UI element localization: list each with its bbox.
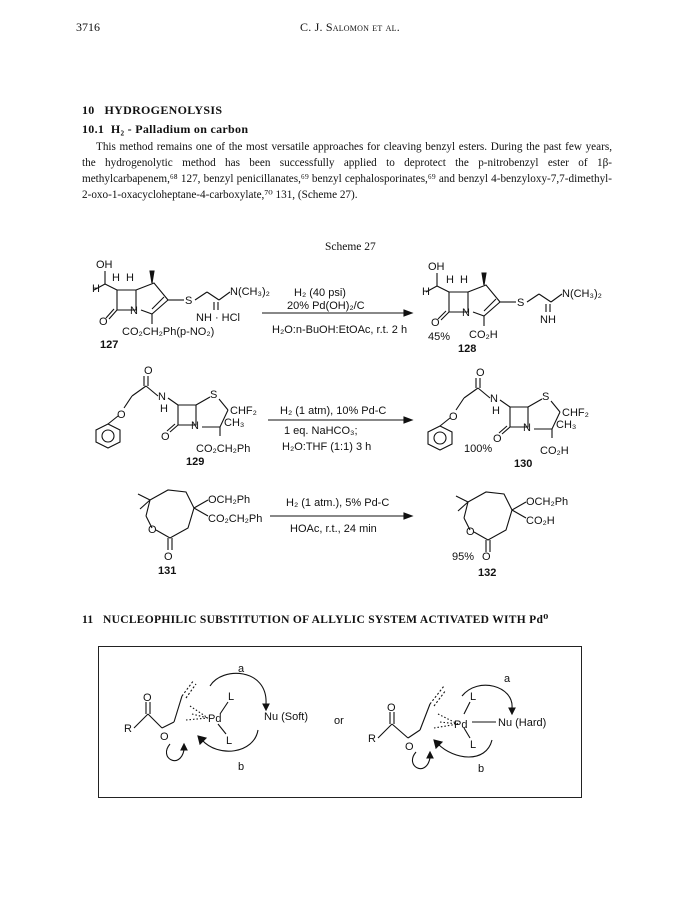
left-palladium: Pd bbox=[208, 713, 222, 725]
svg-text:O: O bbox=[99, 316, 108, 328]
svg-text:O: O bbox=[476, 367, 485, 379]
svg-text:OH: OH bbox=[428, 261, 445, 273]
left-arrow-label-a: a bbox=[238, 663, 245, 675]
compound-129-ch3: CH₃ bbox=[224, 417, 245, 429]
left-ligand-top: L bbox=[228, 691, 235, 703]
left-mechanism-structure bbox=[134, 673, 269, 760]
compound-127-label: 127 bbox=[100, 339, 119, 351]
svg-text:H: H bbox=[160, 403, 168, 415]
section-heading-10 bbox=[82, 103, 222, 118]
svg-text:H: H bbox=[446, 274, 454, 286]
svg-text:N: N bbox=[191, 420, 199, 432]
reaction2-condition-3: H₂O:THF (1:1) 3 h bbox=[282, 441, 372, 453]
page-number: 3716 bbox=[76, 20, 100, 34]
reaction1-condition-3: H₂O:n-BuOH:EtOAc, r.t. 2 h bbox=[272, 324, 408, 336]
svg-text:O: O bbox=[148, 524, 157, 536]
compound-130-label: 130 bbox=[514, 458, 533, 470]
svg-text:O: O bbox=[161, 431, 170, 443]
compound-129-ester: CO₂CH₂Ph bbox=[196, 443, 251, 455]
svg-text:N: N bbox=[158, 391, 166, 403]
svg-text:N: N bbox=[462, 307, 470, 319]
left-r-group: R bbox=[124, 723, 132, 735]
svg-text:O: O bbox=[117, 409, 126, 421]
reaction1-yield: 45% bbox=[428, 331, 451, 343]
svg-text:S: S bbox=[542, 391, 550, 403]
compound-128-label: 128 bbox=[458, 343, 477, 355]
right-ester-oxygen: O bbox=[405, 741, 414, 753]
svg-text:H: H bbox=[422, 286, 430, 298]
svg-text:N: N bbox=[130, 305, 138, 317]
compound-129-chf2: CHF₂ bbox=[230, 405, 257, 417]
left-ligand-bottom: L bbox=[226, 735, 233, 747]
subsection-number: 10.1 bbox=[82, 122, 105, 136]
right-mechanism-structure bbox=[378, 685, 515, 768]
right-ligand-bottom: L bbox=[470, 739, 477, 751]
compound-131-och2ph: OCH₂Ph bbox=[208, 494, 251, 506]
reaction2-condition-1: H₂ (1 atm), 10% Pd-C bbox=[280, 405, 387, 417]
compound-128-nh: NH bbox=[540, 314, 556, 326]
reaction3-condition-2: HOAc, r.t., 24 min bbox=[290, 523, 377, 535]
svg-text:O: O bbox=[466, 526, 475, 538]
reaction1-condition-2: 20% Pd(OH)₂/C bbox=[287, 300, 365, 312]
svg-text:O: O bbox=[144, 365, 153, 377]
left-arrow-label-b: b bbox=[238, 761, 245, 773]
left-carbonyl-oxygen: O bbox=[143, 692, 152, 704]
svg-text:O: O bbox=[493, 433, 502, 445]
reaction1-condition-1: H₂ (40 psi) bbox=[294, 287, 346, 299]
compound-129-label: 129 bbox=[186, 456, 205, 468]
subsection-title: H₂ - Palladium on carbon bbox=[110, 122, 249, 136]
compound-132-och2ph: OCH₂Ph bbox=[526, 496, 569, 508]
right-carbonyl-oxygen: O bbox=[387, 702, 396, 714]
svg-text:S: S bbox=[517, 297, 525, 309]
section-number: 10 bbox=[82, 103, 95, 117]
left-nucleophile: Nu (Soft) bbox=[264, 711, 309, 723]
right-palladium: Pd bbox=[454, 719, 468, 731]
paragraph-text: This method remains one of the most versatile approaches for cleaving benzyl esters. During the past few years, the hydrogenolytic method has been successfully applied to deprotect the p-nitrobenzyl ester of 1β-methylcarbapenem,⁶⁸ 127, benzyl penicillanates,⁶⁹ benzyl cephalosporinates,⁶⁹ and benzyl 4-benzyloxy-7,7-dimethyl-2-oxo-1-oxacycloheptane-4-carboxylate,⁷⁰ 131, (Scheme 27). bbox=[82, 141, 612, 201]
subsection-heading-10-1 bbox=[82, 122, 248, 137]
svg-text:H: H bbox=[92, 283, 100, 295]
compound-127-amine: N(CH₃)₂ bbox=[230, 286, 270, 298]
right-ligand-top: L bbox=[470, 691, 477, 703]
compound-132-acid: CO₂H bbox=[526, 515, 555, 527]
compound-130-structure bbox=[428, 367, 560, 450]
body-paragraph bbox=[82, 139, 612, 203]
compound-131-ester: CO₂CH₂Ph bbox=[208, 513, 263, 525]
right-arrow-label-b: b bbox=[478, 763, 485, 775]
compound-127-salt: NH · HCl bbox=[196, 312, 240, 324]
compound-128-amine: N(CH₃)₂ bbox=[562, 288, 602, 300]
left-ester-oxygen: O bbox=[160, 731, 169, 743]
svg-text:O: O bbox=[164, 551, 173, 563]
svg-text:S: S bbox=[210, 389, 218, 401]
running-head: C. J. Salomon et al. bbox=[300, 20, 400, 34]
compound-129-structure bbox=[96, 365, 228, 448]
section-title: NUCLEOPHILIC SUBSTITUTION OF ALLYLIC SYSTEM ACTIVATED WITH Pd⁰ bbox=[103, 614, 549, 626]
scheme-27-drawing bbox=[0, 250, 688, 590]
mechanism-drawing bbox=[98, 646, 582, 798]
right-r-group: R bbox=[368, 733, 376, 745]
right-arrow-label-a: a bbox=[504, 673, 511, 685]
reaction2-condition-2: 1 eq. NaHCO₃; bbox=[284, 425, 358, 437]
section-title: HYDROGENOLYSIS bbox=[104, 103, 223, 117]
compound-132-label: 132 bbox=[478, 567, 497, 579]
svg-text:H: H bbox=[112, 272, 120, 284]
svg-text:N: N bbox=[523, 422, 531, 434]
svg-text:O: O bbox=[449, 411, 458, 423]
svg-text:H: H bbox=[460, 274, 468, 286]
svg-text:O: O bbox=[482, 551, 491, 563]
svg-text:N: N bbox=[490, 393, 498, 405]
compound-131-label: 131 bbox=[158, 565, 177, 577]
compound-131-structure bbox=[138, 490, 208, 563]
reaction3-condition-1: H₂ (1 atm.), 5% Pd-C bbox=[286, 497, 390, 509]
svg-text:OH: OH bbox=[96, 259, 113, 271]
svg-text:S: S bbox=[185, 295, 193, 307]
compound-130-acid: CO₂H bbox=[540, 445, 569, 457]
compound-127-ester: CO₂CH₂Ph(p-NO₂) bbox=[122, 326, 215, 338]
or-text: or bbox=[334, 715, 344, 727]
compound-128-acid: CO₂H bbox=[469, 329, 498, 341]
section-heading-11 bbox=[82, 612, 549, 626]
svg-text:O: O bbox=[431, 317, 440, 329]
compound-130-chf2: CHF₂ bbox=[562, 407, 589, 419]
svg-text:H: H bbox=[126, 272, 134, 284]
right-nucleophile: Nu (Hard) bbox=[498, 717, 547, 729]
section-number: 11 bbox=[82, 614, 94, 626]
svg-text:H: H bbox=[492, 405, 500, 417]
compound-130-ch3: CH₃ bbox=[556, 419, 577, 431]
reaction3-yield: 95% bbox=[452, 551, 475, 563]
scheme-title: Scheme 27 bbox=[325, 241, 376, 253]
reaction2-yield: 100% bbox=[464, 443, 493, 455]
